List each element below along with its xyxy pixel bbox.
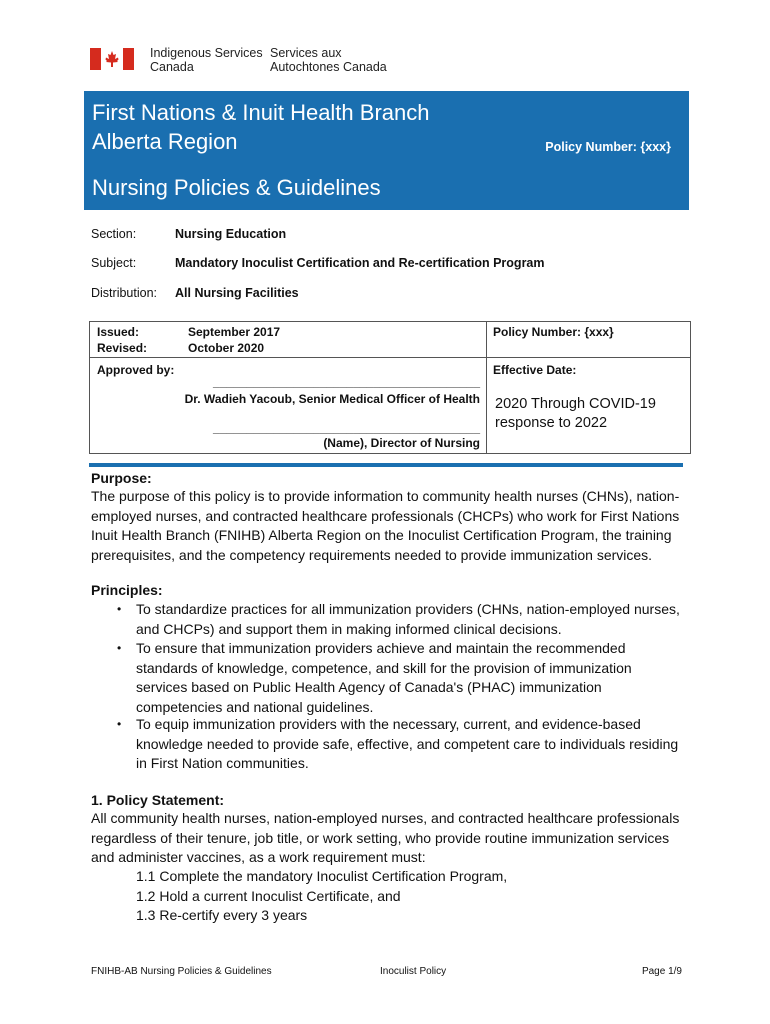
revised-date: October 2020	[188, 341, 265, 355]
section-divider	[89, 463, 683, 467]
distribution-value: All Nursing Facilities	[175, 286, 299, 300]
title-banner	[84, 91, 689, 210]
table-policy-number: Policy Number: {xxx}	[493, 325, 614, 339]
issued-label: Issued:	[97, 325, 140, 339]
policy-requirements-list	[136, 867, 636, 926]
principle-item: To standardize practices for all immunization providers (CHNs, nation-employed nurses, and CHCPs) and support them in making informed clinical decisions.	[136, 601, 680, 637]
canada-flag-icon	[90, 48, 134, 70]
bullet-icon: •	[117, 717, 122, 731]
requirement-item: 1.2 Hold a current Inoculist Certificate, and	[136, 887, 401, 904]
signer-medical-officer: Dr. Wadieh Yacoub, Senior Medical Officer of Health	[184, 392, 480, 406]
signature-line-2: ________________________________________	[213, 421, 480, 435]
banner-title-region: Alberta Region	[92, 129, 238, 154]
effective-date-value: 2020 Through COVID-19 response to 2022	[495, 396, 656, 431]
policy-statement-paragraph: All community health nurses, nation-employed nurses, and contracted healthcare professionals regardless of their tenure, job title, or work setting, who provide routine immunization services and administer vaccines, as a work requirement must:	[91, 810, 680, 865]
department-name-english: Indigenous Services Canada	[150, 46, 263, 74]
subject-label: Subject:	[91, 256, 137, 270]
effective-date-label: Effective Date:	[493, 363, 577, 377]
purpose-heading: Purpose:	[91, 470, 152, 486]
principles-heading: Principles:	[91, 582, 163, 598]
section-label: Section:	[91, 227, 137, 241]
issued-date: September 2017	[188, 325, 281, 339]
principle-item: To ensure that immunization providers achieve and maintain the recommended standards of knowledge, competence, and skill for the provision of immunization services based on Public Health Agency of Canada's (PHAC) immunization competencies and national guidelines.	[136, 640, 632, 715]
footer-document-title: FNIHB-AB Nursing Policies & Guidelines	[91, 966, 272, 977]
approved-by-label: Approved by:	[97, 363, 175, 377]
policy-statement-heading: 1. Policy Statement:	[91, 792, 225, 808]
signature-line-1: ________________________________________	[213, 375, 480, 389]
principle-item: To equip immunization providers with the necessary, current, and evidence-based knowledge needed to provide safe, effective, and competent care to individuals residing in First Nation communities.	[136, 716, 679, 771]
requirement-item: 1.3 Re-certify every 3 years	[136, 907, 308, 923]
purpose-paragraph: The purpose of this policy is to provide information to community health nurses (CHNs), nation- employed nurses, and contracted healthcare professionals (CHCPs) who work for First Nations Inuit Health Branch (FNIHB) Alberta Region on the Inoculist Certification Program, the training prerequisites, and the competency requirements needed to provide immunization services.	[91, 488, 680, 563]
banner-title-document: Nursing Policies & Guidelines	[92, 175, 381, 200]
signer-director-nursing: (Name), Director of Nursing	[323, 436, 480, 450]
subject-value: Mandatory Inoculist Certification and Re-certification Program	[175, 256, 545, 270]
footer-policy-name: Inoculist Policy	[380, 966, 447, 977]
approval-table	[89, 321, 691, 454]
requirement-item: 1.1 Complete the mandatory Inoculist Certification Program,	[136, 868, 508, 884]
banner-policy-number: Policy Number: {xxx}	[545, 140, 671, 154]
department-name-french: Services aux Autochtones Canada	[270, 46, 387, 74]
banner-title-branch: First Nations & Inuit Health Branch	[92, 100, 430, 125]
bullet-icon: •	[117, 602, 122, 616]
footer-page-number: Page 1/9	[641, 966, 682, 977]
section-value: Nursing Education	[175, 227, 287, 241]
bullet-icon: •	[117, 641, 122, 655]
distribution-label: Distribution:	[91, 286, 157, 300]
revised-label: Revised:	[97, 341, 148, 355]
